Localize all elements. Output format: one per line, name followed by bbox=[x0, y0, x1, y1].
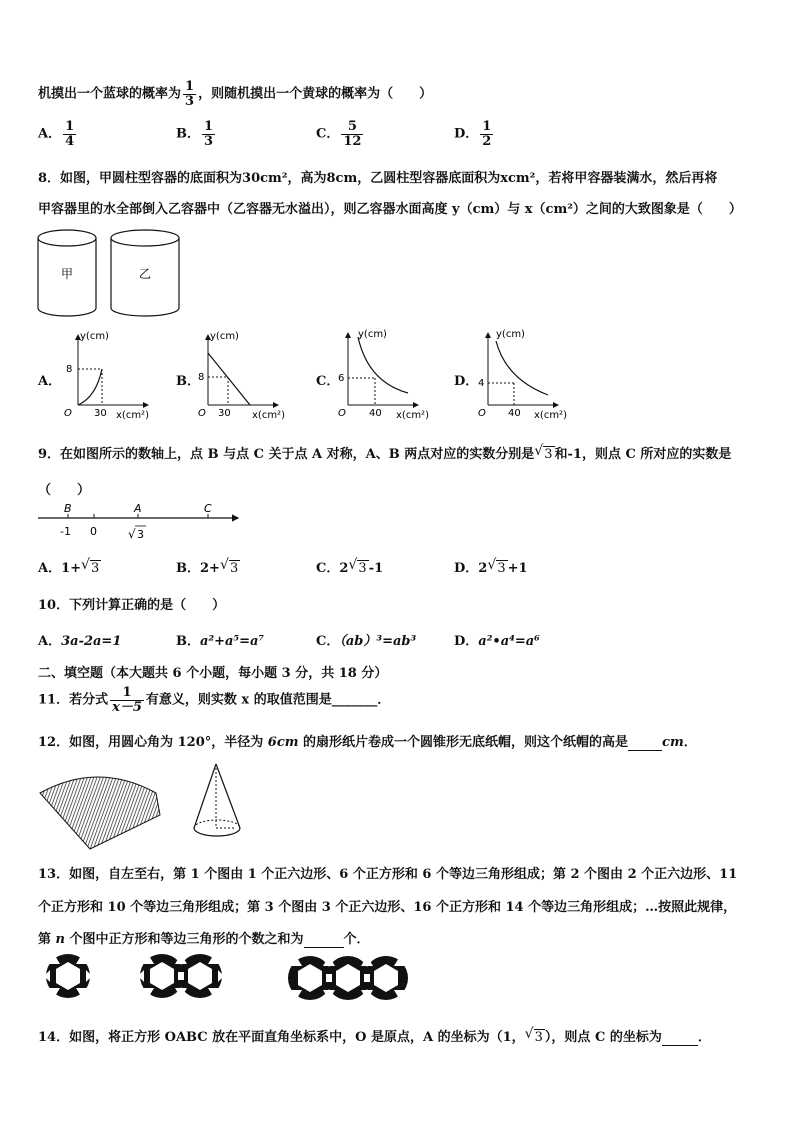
q9-option-b: B．2+√ 3 bbox=[176, 557, 240, 576]
q13-figure-3 bbox=[288, 956, 408, 1000]
q8-graph-b-ytick: 8 bbox=[198, 372, 205, 383]
q9-point-a: A bbox=[134, 502, 142, 515]
q10-option-a: A．3a-2a=1 bbox=[38, 634, 122, 649]
q8-cylinders-figure bbox=[35, 228, 195, 318]
section-2-heading: 二、填空题（本大题共 6 个小题，每小题 3 分，共 18 分） bbox=[38, 666, 388, 681]
q7-stem bbox=[38, 80, 432, 108]
q7-stem-a: 机摸出一个蓝球的概率为 bbox=[38, 86, 182, 102]
q8-graph-d-origin: O bbox=[478, 408, 486, 419]
q8-line2: 甲容器里的水全部倒入乙容器中（乙容器无水溢出），则乙容器水面高度 y（cm）与 x（cm²）之间的大致图象是（ ） bbox=[38, 202, 742, 217]
q8-cylinder-a-label: 甲 bbox=[60, 267, 74, 281]
q8-option-c-label: C． bbox=[316, 374, 340, 389]
q13-figure-1 bbox=[44, 954, 92, 998]
q9-tick-sqrt3: 3 bbox=[137, 528, 144, 541]
q7-option-c: C． $\frac{5}{12}$ bbox=[316, 119, 362, 149]
q10-option-b: B．a²+a⁵=a⁷ bbox=[176, 634, 265, 649]
q9-sqrt3: √ 3 bbox=[543, 446, 554, 462]
q8-graph-b-ylabel: y(cm) bbox=[210, 331, 239, 342]
q10-option-c: C．（ab）³=ab³ bbox=[316, 634, 417, 649]
q9-line2: （ ） bbox=[38, 483, 91, 498]
q8-graph-d bbox=[470, 327, 580, 422]
q12-blank bbox=[628, 735, 662, 751]
q8-graph-c-ytick: 6 bbox=[338, 373, 345, 384]
q8-graph-c-xlabel: x(cm²) bbox=[396, 410, 429, 421]
q9-line1: 9．在如图所示的数轴上，点 B 与点 C 关于点 A 对称，A、B 两点对应的实数分别是√ 3 和-1，则点 C 所对应的实数是 bbox=[38, 443, 731, 462]
q7-stem-b: ，则随机摸出一个黄球的概率为（ ） bbox=[198, 86, 433, 102]
q8-graph-c bbox=[330, 327, 440, 422]
q8-line1: 8．如图，甲圆柱型容器的底面积为30cm²，高为8cm，乙圆柱型容器底面积为xcm²，若将甲容器装满水，然后再将 bbox=[38, 171, 718, 186]
q9-number-line bbox=[38, 500, 248, 550]
q13-line1: 13．如图，自左至右，第 1 个图由 1 个正六边形、6 个正方形和 6 个等边三角形组成；第 2 个图由 2 个正六边形、11 bbox=[38, 867, 738, 882]
q8-graph-b bbox=[190, 327, 300, 422]
q8-option-d-label: D． bbox=[454, 374, 479, 389]
q10-option-d: D．a²•a⁴=a⁶ bbox=[454, 634, 540, 649]
q14-blank bbox=[662, 1030, 698, 1046]
q7-option-a: A． $\frac{1}{4}$ bbox=[38, 119, 75, 149]
q8-graph-a bbox=[60, 327, 170, 422]
q8-graph-a-ylabel: y(cm) bbox=[80, 331, 109, 342]
q9-point-c: C bbox=[204, 502, 212, 515]
q12-cone-figure bbox=[188, 760, 258, 850]
q9-option-d: D．2√ 3 +1 bbox=[454, 557, 528, 576]
q8-graph-b-origin: O bbox=[198, 408, 206, 419]
q8-graph-a-ytick: 8 bbox=[66, 364, 73, 375]
q9-option-a: A．1+√ 3 bbox=[38, 557, 101, 576]
q13-line3: 第 n 个图中正方形和等边三角形的个数之和为 个． bbox=[38, 932, 370, 947]
q7-option-b: B． $\frac{1}{3}$ bbox=[176, 119, 214, 149]
q9-radical-sign: √ bbox=[128, 527, 136, 541]
q8-graph-b-xlabel: x(cm²) bbox=[252, 410, 285, 421]
q13-figure-2 bbox=[138, 954, 224, 998]
q9-option-c: C．2√ 3 -1 bbox=[316, 557, 383, 576]
q7-option-d: D． $\frac{1}{2}$ bbox=[454, 119, 492, 149]
q9-point-b: B bbox=[64, 502, 72, 515]
q8-graph-b-xtick: 30 bbox=[218, 408, 231, 419]
q13-blank bbox=[304, 932, 344, 948]
q8-graph-a-xlabel: x(cm²) bbox=[116, 410, 149, 421]
q8-graph-c-xtick: 40 bbox=[369, 408, 382, 419]
q8-graph-d-xlabel: x(cm²) bbox=[534, 410, 567, 421]
q13-pattern-figures bbox=[40, 950, 420, 1010]
q13-ellipsis: ... bbox=[398, 972, 409, 985]
q8-graph-c-origin: O bbox=[338, 408, 346, 419]
q11-fraction: $\frac{1}{x-5}$ bbox=[112, 685, 142, 715]
q9-tick-minus1: -1 bbox=[60, 525, 71, 538]
q12-sector-figure bbox=[38, 763, 168, 853]
q12-stem: 12．如图，用圆心角为 120°，半径为 6cm 的扇形纸片卷成一个圆锥形无底纸帽，则这个纸帽的高是 cm． bbox=[38, 735, 697, 750]
q8-cylinder-b-label: 乙 bbox=[138, 267, 152, 281]
q8-option-a-label: A． bbox=[38, 374, 62, 389]
q7-fraction: $\frac{1}{3}$ bbox=[185, 79, 195, 109]
q8-graph-d-xtick: 40 bbox=[508, 408, 521, 419]
q8-graph-d-ylabel: y(cm) bbox=[496, 329, 525, 340]
q8-graph-d-ytick: 4 bbox=[478, 378, 485, 389]
q8-graph-a-origin: O bbox=[64, 408, 72, 419]
q11-stem: 11．若分式 $\frac{1}{x-5}$ 有意义，则实数 x 的取值范围是_______． bbox=[38, 685, 391, 715]
q10-stem: 10．下列计算正确的是（ ） bbox=[38, 598, 226, 613]
q8-option-b-label: B． bbox=[176, 374, 200, 389]
q9-tick-zero: 0 bbox=[90, 525, 97, 538]
q13-line2: 个正方形和 10 个等边三角形组成；第 3 个图由 3 个正六边形、16 个正方形和 14 个等边三角形组成；…按照此规律， bbox=[38, 900, 737, 915]
q8-graph-a-xtick: 30 bbox=[94, 408, 107, 419]
q8-graph-c-ylabel: y(cm) bbox=[358, 329, 387, 340]
q14-stem: 14．如图，将正方形 OABC 放在平面直角坐标系中，O 是原点，A 的坐标为（1，√ 3 ），则点 C 的坐标为 ． bbox=[38, 1026, 711, 1046]
